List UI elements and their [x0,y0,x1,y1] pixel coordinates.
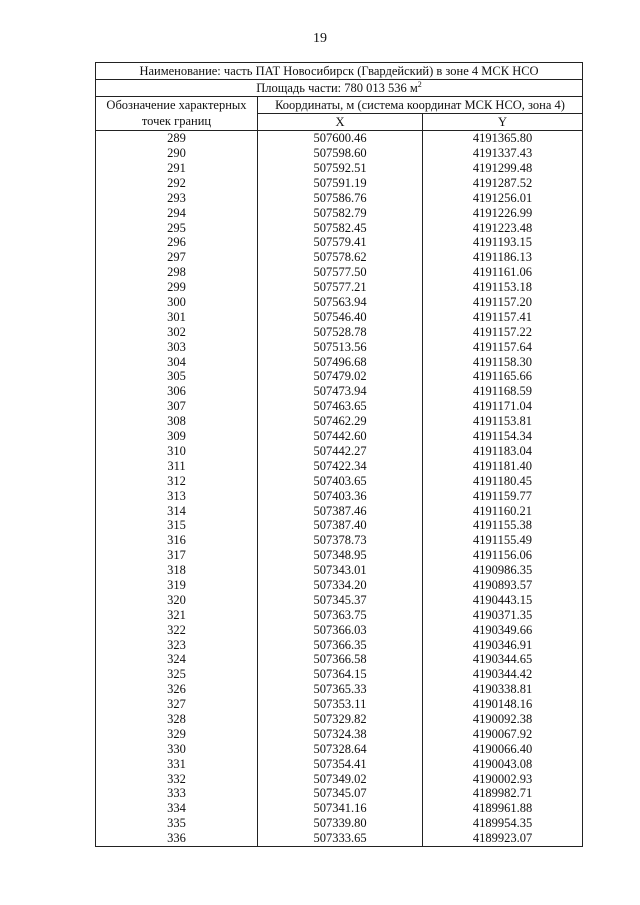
x-coordinate-cell: 507387.40 [258,518,423,533]
y-coordinate-cell: 4190043.08 [423,756,583,771]
x-coordinate-cell: 507586.76 [258,191,423,206]
point-number-cell: 320 [96,593,258,608]
table-row [96,548,583,563]
x-coordinate-cell: 507363.75 [258,608,423,623]
y-coordinate-cell: 4190893.57 [423,578,583,593]
y-coordinate-cell: 4191159.77 [423,488,583,503]
point-number-cell: 292 [96,176,258,191]
point-number-cell: 301 [96,310,258,325]
point-number-cell: 334 [96,801,258,816]
point-number-cell: 314 [96,503,258,518]
y-coordinate-cell: 4190371.35 [423,608,583,623]
y-coordinate-cell: 4190344.42 [423,667,583,682]
point-number-cell: 300 [96,295,258,310]
x-coordinate-cell: 507334.20 [258,578,423,593]
y-coordinate-cell: 4191157.64 [423,339,583,354]
point-number-cell: 330 [96,742,258,757]
y-coordinate-cell: 4191155.49 [423,533,583,548]
y-coordinate-cell: 4191337.43 [423,146,583,161]
x-coordinate-cell: 507578.62 [258,250,423,265]
y-coordinate-cell: 4190092.38 [423,712,583,727]
table-row [96,816,583,831]
x-coordinate-cell: 507579.41 [258,235,423,250]
area-label: Площадь части: 780 013 536 м [256,80,418,95]
table-row [96,161,583,176]
point-number-cell: 323 [96,637,258,652]
point-number-cell: 328 [96,712,258,727]
point-number-cell: 294 [96,205,258,220]
y-coordinate-cell: 4191157.20 [423,295,583,310]
table-row [96,771,583,786]
x-coordinate-cell: 507364.15 [258,667,423,682]
point-number-cell: 296 [96,235,258,250]
table-row [96,146,583,161]
y-coordinate-cell: 4191180.45 [423,473,583,488]
table-row [96,384,583,399]
point-number-cell: 291 [96,161,258,176]
x-coordinate-cell: 507378.73 [258,533,423,548]
table-row [96,742,583,757]
table-row [96,652,583,667]
table-row [96,265,583,280]
x-coordinate-cell: 507592.51 [258,161,423,176]
table-row [96,473,583,488]
y-coordinate-cell: 4191171.04 [423,399,583,414]
x-coordinate-cell: 507328.64 [258,742,423,757]
y-coordinate-cell: 4191223.48 [423,220,583,235]
point-number-cell: 297 [96,250,258,265]
y-coordinate-cell: 4191153.81 [423,414,583,429]
y-coordinate-cell: 4189961.88 [423,801,583,816]
point-number-cell: 307 [96,399,258,414]
x-coordinate-cell: 507582.45 [258,220,423,235]
y-coordinate-cell: 4191156.06 [423,548,583,563]
x-coordinate-cell: 507366.35 [258,637,423,652]
point-number-cell: 324 [96,652,258,667]
table-row [96,727,583,742]
table-row [96,205,583,220]
point-header-line2: точек границ [96,114,258,131]
x-coordinate-cell: 507563.94 [258,295,423,310]
y-coordinate-cell: 4189954.35 [423,816,583,831]
point-number-cell: 298 [96,265,258,280]
table-title-row [96,63,583,80]
table-row [96,518,583,533]
point-number-cell: 303 [96,339,258,354]
x-coordinate-cell: 507341.16 [258,801,423,816]
y-coordinate-cell: 4191158.30 [423,354,583,369]
point-number-cell: 325 [96,667,258,682]
point-number-cell: 310 [96,444,258,459]
table-row [96,622,583,637]
y-coordinate-cell: 4189923.07 [423,831,583,846]
y-coordinate-cell: 4191193.15 [423,235,583,250]
x-coordinate-cell: 507329.82 [258,712,423,727]
x-coordinate-cell: 507463.65 [258,399,423,414]
table-row [96,801,583,816]
x-coordinate-cell: 507577.21 [258,280,423,295]
table-area-row [96,80,583,97]
x-coordinate-cell: 507591.19 [258,176,423,191]
y-coordinate-cell: 4191153.18 [423,280,583,295]
table-row [96,325,583,340]
table-body [96,131,583,847]
x-coordinate-cell: 507600.46 [258,131,423,146]
point-header-line1: Обозначение характерных [96,97,258,114]
y-coordinate-cell: 4191168.59 [423,384,583,399]
table-row [96,593,583,608]
table-row [96,578,583,593]
y-header: Y [423,114,583,131]
point-number-cell: 319 [96,578,258,593]
y-coordinate-cell: 4191157.22 [423,325,583,340]
table-row [96,429,583,444]
x-coordinate-cell: 507366.03 [258,622,423,637]
point-number-cell: 331 [96,756,258,771]
table-row [96,444,583,459]
point-number-cell: 329 [96,727,258,742]
table-row [96,369,583,384]
page-number: 19 [313,31,327,46]
table-row [96,220,583,235]
point-number-cell: 302 [96,325,258,340]
table-row [96,756,583,771]
table-row [96,667,583,682]
point-number-cell: 311 [96,459,258,474]
point-number-cell: 293 [96,191,258,206]
x-coordinate-cell: 507473.94 [258,384,423,399]
y-coordinate-cell: 4191181.40 [423,459,583,474]
table-row [96,563,583,578]
x-coordinate-cell: 507345.07 [258,786,423,801]
x-coordinate-cell: 507354.41 [258,756,423,771]
table-row [96,399,583,414]
x-coordinate-cell: 507462.29 [258,414,423,429]
x-coordinate-cell: 507339.80 [258,816,423,831]
point-number-cell: 309 [96,429,258,444]
point-number-cell: 304 [96,354,258,369]
point-number-cell: 336 [96,831,258,846]
x-coordinate-cell: 507479.02 [258,369,423,384]
x-coordinate-cell: 507442.27 [258,444,423,459]
y-coordinate-cell: 4191365.80 [423,131,583,146]
coords-header: Координаты, м (система координат МСК НСО, зона 4) [258,97,583,114]
point-number-cell: 299 [96,280,258,295]
coordinates-table [95,62,583,847]
table-row [96,637,583,652]
x-coordinate-cell: 507598.60 [258,146,423,161]
table-row [96,608,583,623]
y-coordinate-cell: 4190148.16 [423,697,583,712]
table-row [96,488,583,503]
x-coordinate-cell: 507513.56 [258,339,423,354]
point-number-cell: 289 [96,131,258,146]
x-coordinate-cell: 507528.78 [258,325,423,340]
point-number-cell: 326 [96,682,258,697]
x-coordinate-cell: 507343.01 [258,563,423,578]
table-row [96,295,583,310]
table-row [96,354,583,369]
y-coordinate-cell: 4191165.66 [423,369,583,384]
point-number-cell: 335 [96,816,258,831]
y-coordinate-cell: 4191186.13 [423,250,583,265]
point-number-cell: 312 [96,473,258,488]
point-number-cell: 305 [96,369,258,384]
x-coordinate-cell: 507333.65 [258,831,423,846]
y-coordinate-cell: 4191154.34 [423,429,583,444]
table-row [96,235,583,250]
y-coordinate-cell: 4190344.65 [423,652,583,667]
x-coordinate-cell: 507348.95 [258,548,423,563]
table-row [96,191,583,206]
y-coordinate-cell: 4190002.93 [423,771,583,786]
table-row [96,131,583,146]
table-row [96,786,583,801]
table-title: Наименование: часть ПАТ Новосибирск (Гвардейский) в зоне 4 МСК НСО [96,63,583,80]
table-row [96,414,583,429]
y-coordinate-cell: 4190338.81 [423,682,583,697]
x-coordinate-cell: 507442.60 [258,429,423,444]
x-coordinate-cell: 507353.11 [258,697,423,712]
table-row [96,176,583,191]
y-coordinate-cell: 4191226.99 [423,205,583,220]
point-number-cell: 308 [96,414,258,429]
x-coordinate-cell: 507349.02 [258,771,423,786]
x-header: X [258,114,423,131]
table-row [96,697,583,712]
point-number-cell: 295 [96,220,258,235]
y-coordinate-cell: 4190986.35 [423,563,583,578]
table-row [96,682,583,697]
point-number-cell: 321 [96,608,258,623]
table-row [96,280,583,295]
y-coordinate-cell: 4191299.48 [423,161,583,176]
point-number-cell: 318 [96,563,258,578]
y-coordinate-cell: 4191155.38 [423,518,583,533]
y-coordinate-cell: 4191161.06 [423,265,583,280]
x-coordinate-cell: 507366.58 [258,652,423,667]
y-coordinate-cell: 4191157.41 [423,310,583,325]
point-number-cell: 313 [96,488,258,503]
x-coordinate-cell: 507582.79 [258,205,423,220]
y-coordinate-cell: 4191160.21 [423,503,583,518]
y-coordinate-cell: 4191287.52 [423,176,583,191]
y-coordinate-cell: 4190066.40 [423,742,583,757]
point-number-cell: 332 [96,771,258,786]
table-row [96,310,583,325]
point-number-cell: 333 [96,786,258,801]
point-number-cell: 316 [96,533,258,548]
x-coordinate-cell: 507577.50 [258,265,423,280]
table-row [96,339,583,354]
y-coordinate-cell: 4190443.15 [423,593,583,608]
point-number-cell: 317 [96,548,258,563]
x-coordinate-cell: 507324.38 [258,727,423,742]
y-coordinate-cell: 4191256.01 [423,191,583,206]
x-coordinate-cell: 507345.37 [258,593,423,608]
x-coordinate-cell: 507422.34 [258,459,423,474]
point-number-cell: 322 [96,622,258,637]
point-number-cell: 327 [96,697,258,712]
x-coordinate-cell: 507403.65 [258,473,423,488]
table-row [96,503,583,518]
table-row [96,459,583,474]
y-coordinate-cell: 4189982.71 [423,786,583,801]
header-row-1 [96,97,583,114]
point-number-cell: 290 [96,146,258,161]
table-row [96,533,583,548]
area-unit-sup: 2 [417,79,422,89]
x-coordinate-cell: 507496.68 [258,354,423,369]
y-coordinate-cell: 4190067.92 [423,727,583,742]
header-row-2 [96,114,583,131]
y-coordinate-cell: 4191183.04 [423,444,583,459]
x-coordinate-cell: 507546.40 [258,310,423,325]
x-coordinate-cell: 507403.36 [258,488,423,503]
point-number-cell: 315 [96,518,258,533]
table-row [96,831,583,846]
table-row [96,250,583,265]
table-row [96,712,583,727]
x-coordinate-cell: 507387.46 [258,503,423,518]
x-coordinate-cell: 507365.33 [258,682,423,697]
y-coordinate-cell: 4190346.91 [423,637,583,652]
y-coordinate-cell: 4190349.66 [423,622,583,637]
point-number-cell: 306 [96,384,258,399]
area-cell [96,80,583,97]
